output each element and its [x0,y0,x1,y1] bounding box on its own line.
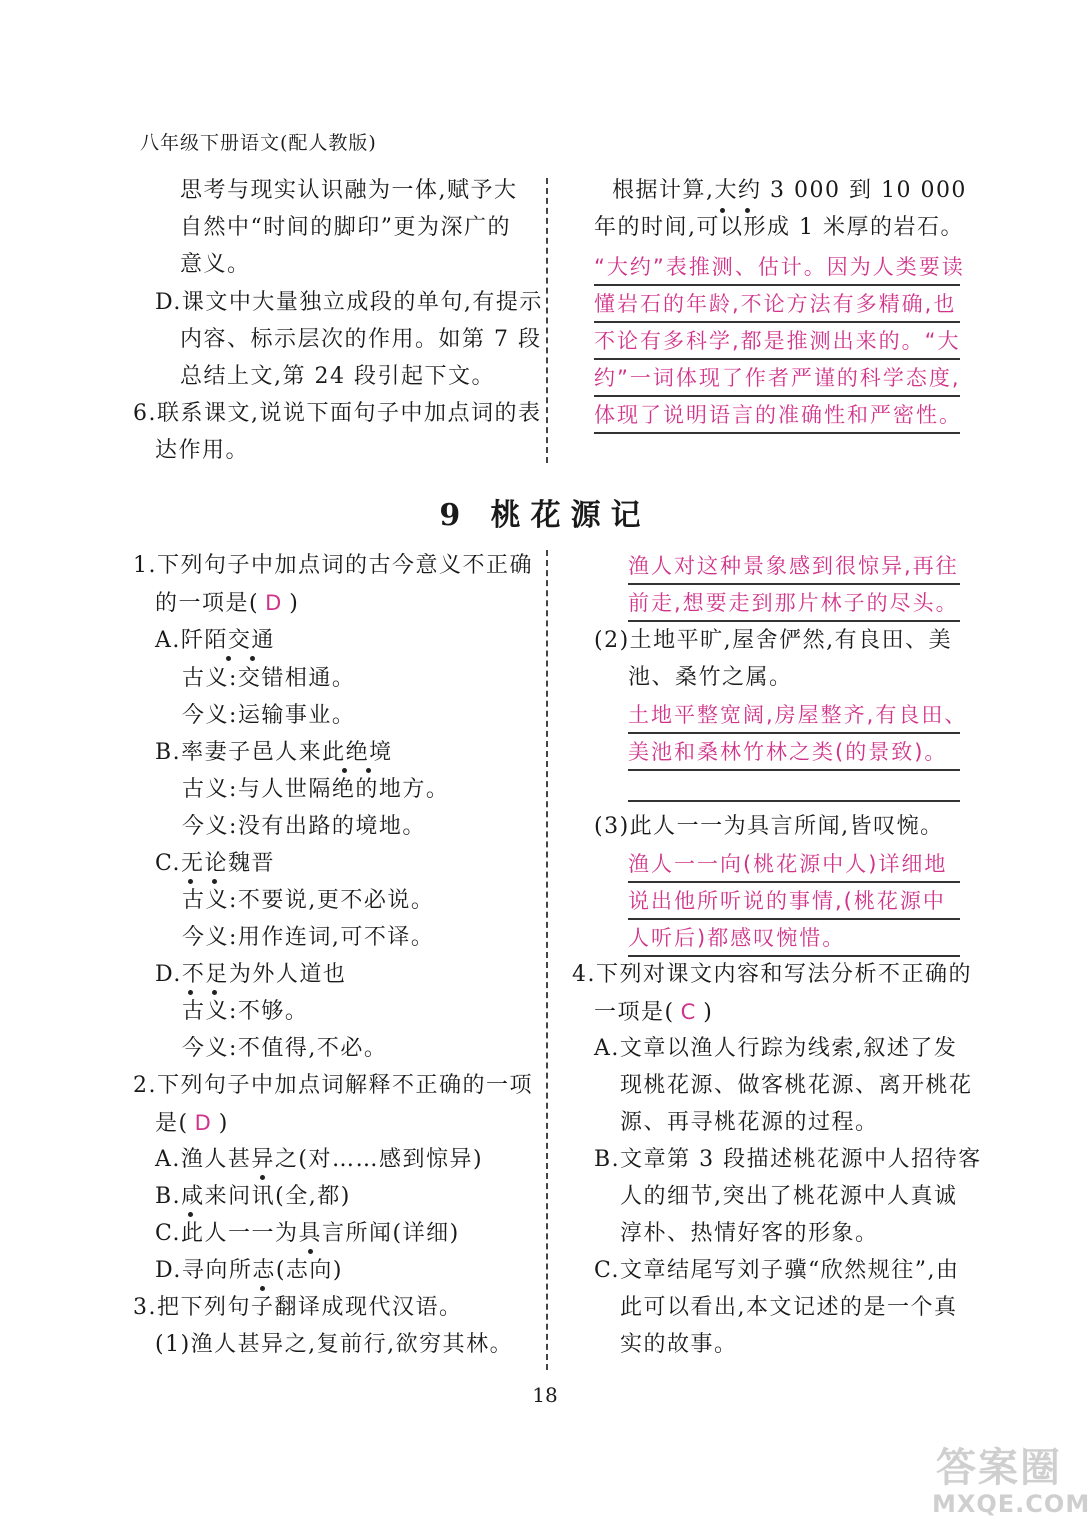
emphasis-dot [366,768,371,773]
option-c: C.无论魏晋 [155,851,276,876]
option-a: A.文章以渔人行踪为线索,叙述了发 [594,1036,958,1061]
text-line: 自然中“时间的脚印”更为深广的 [180,215,511,240]
question-1-line: 1.下列句子中加点词的古今意义不正确 [133,553,533,578]
option-text: 实的故事。 [620,1332,738,1357]
watermark-logo [926,1436,1090,1526]
gloss-ancient: 古义:交错相通。 [182,666,356,691]
option-text: 此可以看出,本文记述的是一个真 [620,1295,958,1320]
text-line: 总结上文,第 24 段引起下文。 [180,364,495,389]
option-text: 人的细节,突出了桃花源中人真诚 [620,1184,958,1209]
answer-line: 懂岩石的年龄,不论方法有多精确,也 [594,292,957,316]
text: 一项是( [594,1000,675,1025]
emphasis-dot [250,656,255,661]
emphasis-dot [212,879,217,884]
option-d-line: D.课文中大量独立成段的单句,有提示 [155,290,543,315]
answer-line: 渔人对这种景象感到很惊异,再往 [628,554,959,578]
option-text: 源、再寻桃花源的过程。 [620,1110,879,1135]
answer-underline [594,395,960,397]
answer-underline [628,881,960,883]
text-line: 思考与现实认识融为一体,赋予大 [180,178,518,203]
question-6-line: 6.联系课文,说说下面句子中加点词的表 [133,401,542,426]
gloss-ancient: 古义:与人世隔绝的地方。 [182,777,450,802]
text-line: 意义。 [180,252,251,277]
answer-underline [628,583,960,585]
text-line: 内容、标示层次的作用。如第 7 段 [180,327,542,352]
quote-line: 年的时间,可以形成 1 米厚的岩石。 [594,215,964,240]
answer-underline [594,358,960,360]
gloss-modern: 今义:没有出路的境地。 [182,814,426,839]
emphasis-dot [342,768,347,773]
answer-line: 说出他所听说的事情,(桃花源中 [628,889,946,913]
question-1-choice-line [155,588,299,619]
question-4-line: 4.下列对课文内容和写法分析不正确的 [572,962,972,987]
answer-letter: D [265,591,284,615]
answer-underline [628,732,960,734]
text: ) [289,591,300,616]
translation-item-2: (2)土地平旷,屋舍俨然,有良田、美 [594,628,953,653]
answer-underline [628,955,960,957]
gloss-ancient: 古义:不够。 [182,999,309,1024]
option-c: C.文章结尾写刘子骥“欣然规往”,由 [594,1258,960,1283]
emphasis-dot [212,990,217,995]
gloss-modern: 今义:用作连词,可不译。 [182,925,435,950]
option-text: 现桃花源、做客桃花源、离开桃花 [620,1073,973,1098]
answer-underline [594,321,960,323]
quote-line: 根据计算,大约 3 000 到 10 000 [612,178,967,203]
answer-line: 不论有多科学,都是推测出来的。“大 [594,329,961,353]
answer-underline [628,620,960,622]
option-c: C.此人一一为具言所闻(详细) [155,1221,460,1246]
answer-line: 约”一词体现了作者严谨的科学态度, [594,366,961,390]
answer-letter: D [194,1111,213,1135]
gloss-modern: 今义:不值得,不必。 [182,1036,388,1061]
column-divider-bottom [546,550,548,1370]
option-text: 淳朴、热情好客的形象。 [620,1221,879,1246]
option-b: B.咸来问讯(全,都) [155,1184,351,1209]
answer-line: 人听后)都感叹惋惜。 [628,926,846,950]
section-title: 9 桃花源记 [439,498,651,533]
question-3-line: 3.把下列句子翻译成现代汉语。 [133,1295,463,1320]
question-2-choice-line [155,1108,229,1139]
book-header: 八年级下册语文(配人教版) [140,132,377,154]
question-4-choice-line [594,997,713,1028]
gloss-modern: 今义:运输事业。 [182,703,356,728]
translation-item-2: 池、桑竹之属。 [628,665,793,690]
answer-underline [594,432,960,434]
option-d: D.不足为外人道也 [155,962,347,987]
text-line: 达作用。 [155,438,250,463]
option-b: B.文章第 3 段描述桃花源中人招待客 [594,1147,982,1172]
answer-underline [628,769,960,771]
blank-answer-line [628,800,960,802]
question-2-line: 2.下列句子中加点词解释不正确的一项 [133,1073,533,1098]
answer-line: 土地平整宽阔,房屋整齐,有良田、 [628,703,968,727]
emphasis-dot [260,1175,265,1180]
answer-letter: C [680,1000,698,1024]
gloss-ancient: 古义:不要说,更不必说。 [182,888,435,913]
answer-line: 渔人一一向(桃花源中人)详细地 [628,852,948,876]
watermark-domain: MXQE.COM [932,1490,1090,1518]
text: 的一项是( [155,591,260,616]
text: 是( [155,1111,189,1136]
answer-line: 体现了说明语言的准确性和严密性。 [594,403,962,427]
option-b: B.率妻子邑人来此绝境 [155,740,393,765]
emphasis-dot [188,1212,193,1217]
emphasis-dot [260,1286,265,1291]
option-d: D.寻向所志(志向) [155,1258,344,1283]
text: ) [703,1000,714,1025]
option-a: A.阡陌交通 [155,628,275,653]
answer-underline [594,284,960,286]
emphasis-dot [188,879,193,884]
watermark-title: 答案圈 [936,1445,1062,1491]
answer-line: “大约”表推测、估计。因为人类要读 [594,255,965,279]
text: ) [218,1111,229,1136]
question-3-sub1: (1)渔人甚异之,复前行,欲穷其林。 [155,1332,514,1357]
emphasis-dot [188,990,193,995]
answer-line: 美池和桑林竹林之类(的景致)。 [628,740,948,764]
page-number: 18 [532,1383,558,1407]
answer-line: 前走,想要走到那片林子的尽头。 [628,591,959,615]
option-a: A.渔人甚异之(对……感到惊异) [155,1147,484,1172]
column-divider-top [546,178,548,463]
emphasis-dot [308,1249,313,1254]
answer-underline [628,918,960,920]
emphasis-dot [226,656,231,661]
translation-item-3: (3)此人一一为具言所闻,皆叹惋。 [594,814,944,839]
